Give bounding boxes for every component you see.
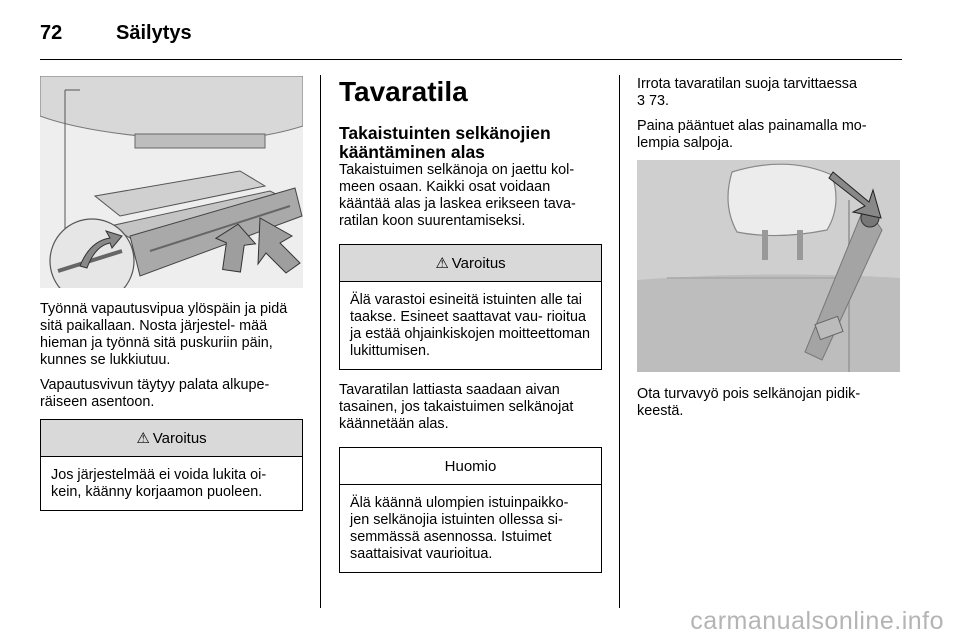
section-title: Säilytys xyxy=(116,21,192,44)
note-title: Huomio xyxy=(444,457,497,475)
column-divider-1 xyxy=(320,75,321,608)
column-divider-2 xyxy=(619,75,620,608)
paragraph-backrest: Takaistuimen selkänoja on jaettu kol- meen osaan. Kaikki osat voidaan kääntää alas ja laskea erikseen tava- ratilan koon suurentamiseksi. xyxy=(339,162,576,229)
paragraph-instructions: Työnnä vapautusvipua ylöspäin ja pidä sitä paikallaan. Nosta järjestel- mää hieman ja työnnä sitä puskuriin päin, kunnes se lukkiutuu. xyxy=(40,301,288,368)
warning-title: Varoitus xyxy=(451,254,506,272)
warning-box-header xyxy=(41,420,302,457)
page-header xyxy=(40,18,192,48)
paragraph-seatbelt: Ota turvavyö pois selkänojan pidik- keestä. xyxy=(637,386,861,419)
warning-text: Älä varastoi esineitä istuinten alle tai taakse. Esineet saattavat vau- rioitua ja estää ohjainkiskojen moitteettoman lukittumisen. xyxy=(350,292,590,359)
seat-headrest-illustration xyxy=(637,160,900,372)
section-heading: Tavaratila xyxy=(339,76,468,107)
paragraph-flat-floor: Tavaratilan lattiasta saadaan aivan tasainen, jos takaistuimen selkänojat käännetään alas. xyxy=(339,382,574,432)
bike-carrier-illustration xyxy=(40,76,303,288)
remove-cover-text: Irrota tavaratilan suoja tarvittaessa xyxy=(637,76,857,92)
warning-triangle-icon: ⚠ xyxy=(435,254,449,272)
note-text: Älä käännä ulompien istuinpaikko- jen selkänojia istuinten ollessa si- semmässä asennossa. Istuimet saattaisivat vaurioitua. xyxy=(350,495,569,562)
page-number: 72 xyxy=(40,21,63,44)
header-rule xyxy=(40,59,902,60)
warning-triangle-icon: ⚠ xyxy=(136,429,150,447)
warning-box xyxy=(339,244,602,370)
note-box xyxy=(339,447,602,573)
note-box-header xyxy=(340,448,601,485)
warning-title: Varoitus xyxy=(152,429,207,447)
page-reference-link[interactable]: 3 73. xyxy=(637,93,670,109)
column-3 xyxy=(637,76,900,428)
watermark-text: carmanualsonline.info xyxy=(690,607,944,635)
paragraph-remove-cover xyxy=(637,76,900,110)
warning-box-header xyxy=(340,245,601,282)
paragraph-headrest: Paina pääntuet alas painamalla mo- lempia salpoja. xyxy=(637,118,867,151)
column-2 xyxy=(339,76,602,585)
warning-box xyxy=(40,419,303,511)
paragraph-lever-return: Vapautusvivun täytyy palata alkupe- räiseen asentoon. xyxy=(40,377,270,410)
subsection-heading: Takaistuinten selkänojien kääntäminen alas xyxy=(339,123,551,162)
warning-text: Jos järjestelmää ei voida lukita oi- kein, käänny korjaamon puoleen. xyxy=(51,467,267,500)
column-1 xyxy=(40,76,303,523)
